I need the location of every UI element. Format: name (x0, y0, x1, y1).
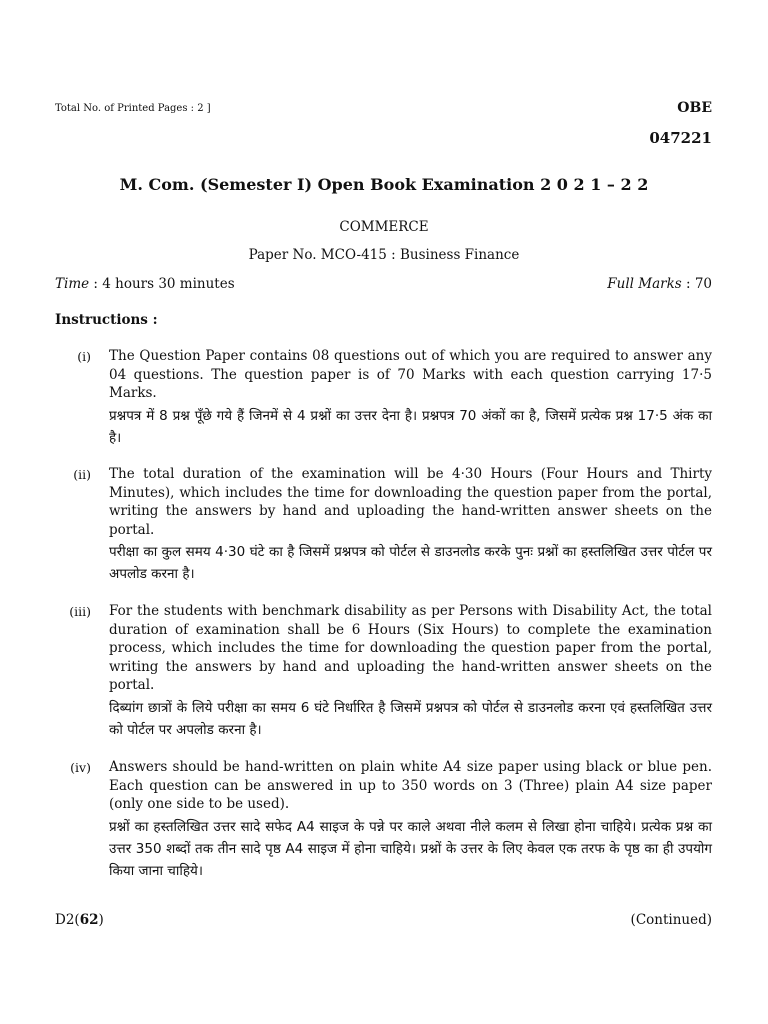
page-code (55, 912, 104, 928)
obe-label: OBE (677, 100, 712, 116)
full-marks (607, 276, 712, 292)
instruction-text-hindi: प्रश्नपत्र में 8 प्रश्न पूँछे गये हैं जिनमें से 4 प्रश्नों का उत्तर देना है। प्रश्नपत्र 70 अंकों का है, जिसमें प्रत्येक प्रश्न 17·5 अंक का है। (109, 407, 712, 446)
instruction-text-english: The total duration of the examination will be 4·30 Hours (Four Hours and Thirty Minutes), which includes the time for downloading the question paper from the portal, writing the answers by hand and uploading the hand-written answer sheets on the portal. (109, 466, 712, 538)
subject-name: COMMERCE (339, 219, 429, 235)
printed-pages-note: Total No. of Printed Pages : 2 ] (55, 103, 211, 114)
instruction-number: (ii) (73, 467, 91, 482)
page-code-suffix: ) (98, 912, 104, 928)
page-code-number: 62 (79, 912, 99, 928)
instruction-text-english: Answers should be hand-written on plain white A4 size paper using black or blue pen. Each question can be answered in up to 350 words on 3 (Three) plain A4 size paper (only one side to be used). (109, 759, 712, 812)
exam-title: M. Com. (Semester I) Open Book Examination 2 0 2 1 – 2 2 (119, 175, 649, 194)
instruction-text-hindi: दिब्यांग छात्रों के लिये परीक्षा का समय 6 घंटे निर्धारित है जिसमें प्रश्नपत्र को पोर्टल से डाउनलोड करना एवं हस्तलिखित उत्तर को पोर्टल पर अपलोड करना है। (109, 699, 712, 738)
continued-note: (Continued) (630, 912, 712, 928)
instruction-number: (iii) (69, 604, 91, 619)
instructions-heading: Instructions : (55, 312, 158, 328)
paper-code: 047221 (649, 129, 712, 147)
instruction-text-hindi: प्रश्नों का हस्तलिखित उत्तर सादे सफेद A4 साइज के पन्ने पर काले अथवा नीले कलम से लिखा होना चाहिये। प्रत्येक प्रश्न का उत्तर 350 शब्दों तक तीन सादे पृष्ठ A4 साइज में होना चाहिये। प्रश्नों के उत्तर के लिए केवल एक तरफ के पृष्ठ का ही उपयोग किया जाना चाहिये। (109, 818, 712, 879)
instruction-text-english: For the students with benchmark disability as per Persons with Disability Act, the total duration of examination shall be 6 Hours (Six Hours) to complete the examination process, which includes the time for downloading the question paper from the portal, writing the answers by hand and uploading the hand-written answer sheets on the portal. (109, 603, 712, 693)
marks-label: Full Marks (607, 276, 682, 292)
page-code-prefix: D2( (55, 912, 80, 928)
paper-name: Paper No. MCO-415 : Business Finance (248, 247, 520, 263)
instruction-text-hindi: परीक्षा का कुल समय 4·30 घंटे का है जिसमें प्रश्नपत्र को पोर्टल से डाउनलोड करके पुनः प्रश्नों का हस्तलिखित उत्तर पोर्टल पर अपलोड करना है। (109, 544, 712, 582)
instruction-number: (i) (77, 349, 91, 364)
marks-value: : 70 (681, 276, 712, 292)
time-label: Time (55, 276, 90, 292)
instruction-text-english: The Question Paper contains 08 questions out of which you are required to answer any 04 questions. The question paper is of 70 Marks with each question carrying 17·5 Marks. (109, 348, 712, 401)
time-allowed (55, 276, 235, 292)
time-value: : 4 hours 30 minutes (89, 276, 235, 292)
instruction-number: (iv) (70, 760, 91, 775)
